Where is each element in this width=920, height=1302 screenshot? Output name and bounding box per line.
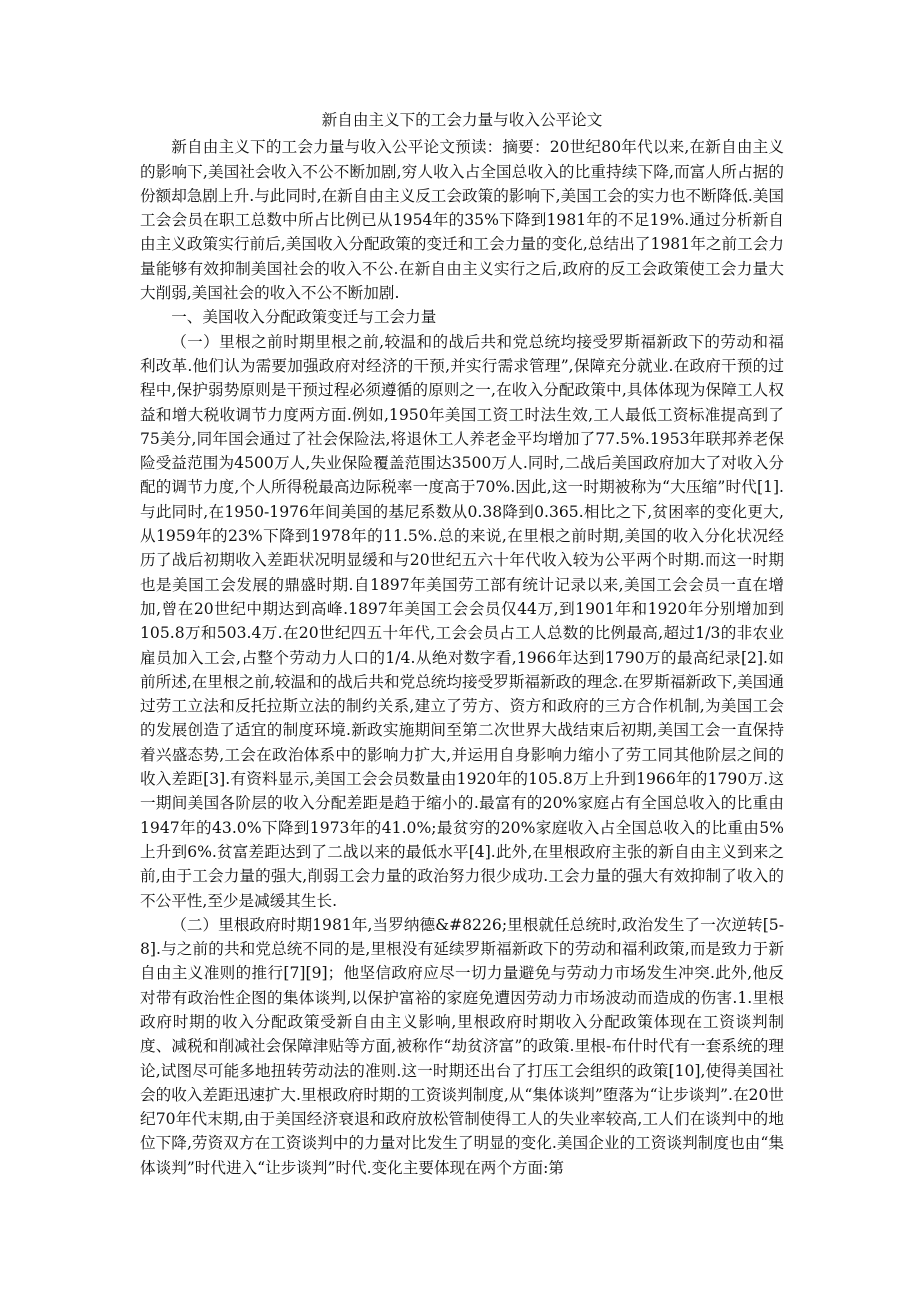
body-paragraph-reagan-era: （二）里根政府时期1981年,当罗纳德&#8226;里根就任总统时,政治发生了一次逆转[5-8].与之前的共和党总统不同的是,里根没有延续罗斯福新政下的劳动和福利政策,而是致力于新自由主义准则的推行[7][9]；他坚信政府应尽一切力量避免与劳动力市场发生冲突.此外,他反对带有政治性企图的集体谈判,以保护富裕的家庭免遭因劳动力市场波动而造成的伤害.1.里根政府时期的收入分配政策受新自由主义影响,里根政府时期收入分配政策体现在工资谈判制度、减税和削减社会保障津贴等方面,被称作“劫贫济富”的政策.里根-布什时代有一套系统的理论,试图尽可能多地扭转劳动法的准则.这一时期还出台了打压工会组织的政策[10],使得美国社会的收入差距迅速扩大.里根政府时期的工资谈判制度,从“集体谈判”堕落为“让步谈判”.在20世纪70年代末期,由于美国经济衰退和政府放松管制使得工人的失业率较高,工人们在谈判中的地位下降,劳资双方在工资谈判中的力量对比发生了明显的变化.美国企业的工资谈判制度也由“集体谈判”时代进入“让步谈判”时代.变化主要体现在两个方面:第 (140, 915, 784, 1177)
abstract-paragraph: 新自由主义下的工会力量与收入公平论文预读：摘要：20世纪80年代以来,在新自由主义的影响下,美国社会收入不公不断加剧,穷人收入占全国总收入的比重持续下降,而富人所占据的份额却急剧上升.与此同时,在新自由主义反工会政策的影响下,美国工会的实力也不断降低.美国工会会员在职工总数中所占比例已从1954年的35%下降到1981年的不足19%.通过分析新自由主义政策实行前后,美国收入分配政策的变迁和工会力量的变化,总结出了1981年之前工会力量能够有效抑制美国社会的收入不公.在新自由主义实行之后,政府的反工会政策使工会力量大大削弱,美国社会的收入不公不断加剧. (140, 138, 784, 303)
document-title: 新自由主义下的工会力量与收入公平论文 (321, 111, 603, 129)
section-heading: 一、美国收入分配政策变迁与工会力量 (171, 308, 437, 327)
body-paragraph-pre-reagan: （一）里根之前时期里根之前,较温和的战后共和党总统均接受罗斯福新政下的劳动和福利改革.他们认为需要加强政府对经济的干预,并实行需求管理”,保障充分就业.在政府干预的过程中,保护弱势原则是干预过程必须遵循的原则之一,在收入分配政策中,具体体现为保障工人权益和增大税收调节力度两方面.例如,1950年美国工资工时法生效,工人最低工资标准提高到了75美分,同年国会通过了社会保险法,将退休工人养老金平均增加了77.5%.1953年联邦养老保险受益范围为4500万人,失业保险覆盖范围达3500万人.同时,二战后美国政府加大了对收入分配的调节力度,个人所得税最高边际税率一度高于70%.因此,这一时期被称为“大压缩”时代[1].与此同时,在1950-1976年间美国的基尼系数从0.38降到0.365.相比之下,贫困率的变化更大,从1959年的23%下降到1978年的11.5%.总的来说,在里根之前时期,美国的收入分化状况经历了战后初期收入差距状况明显缓和与20世纪五六十年代收入较为公平两个时期.而这一时期也是美国工会发展的鼎盛时期.自1897年美国劳工部有统计记录以来,美国工会会员一直在增加,曾在20世纪中期达到高峰.1897年美国工会会员仅44万,到1901年和1920年分别增加到105.8万和503.4万.在20世纪四五十年代,工会会员占工人总数的比例最高,超过1/3的非农业雇员加入工会,占整个劳动力人口的1/4.从绝对数字看,1966年达到1790万的最高纪录[2].如前所述,在里根之前,较温和的战后共和党总统均接受罗斯福新政的理念.在罗斯福新政下,美国通过劳工立法和反托拉斯立法的制约关系,建立了劳方、资方和政府的三方合作机制,为美国工会的发展创造了适宜的制度环境.新政实施期间至第二次世界大战结束后初期,美国工会一直保持着兴盛态势,工会在政治体系中的影响力扩大,并运用自身影响力缩小了劳工同其他阶层之间的收入差距[3].有资料显示,美国工会会员数量由1920年的105.8万上升到1966年的1790万.这一期间美国各阶层的收入分配差距是趋于缩小的.最富有的20%家庭占有全国总收入的比重由1947年的43.0%下降到1973年的41.0%;最贫穷的20%家庭收入占全国总收入的比重由5%上升到6%.贫富差距达到了二战以来的最低水平[4].此外,在里根政府主张的新自由主义到来之前,由于工会力量的强大,削弱工会力量的政治努力很少成功.工会力量的强大有效抑制了收入的不公平性,至少是减缓其生长. (140, 332, 784, 910)
document-page (140, 108, 784, 1180)
